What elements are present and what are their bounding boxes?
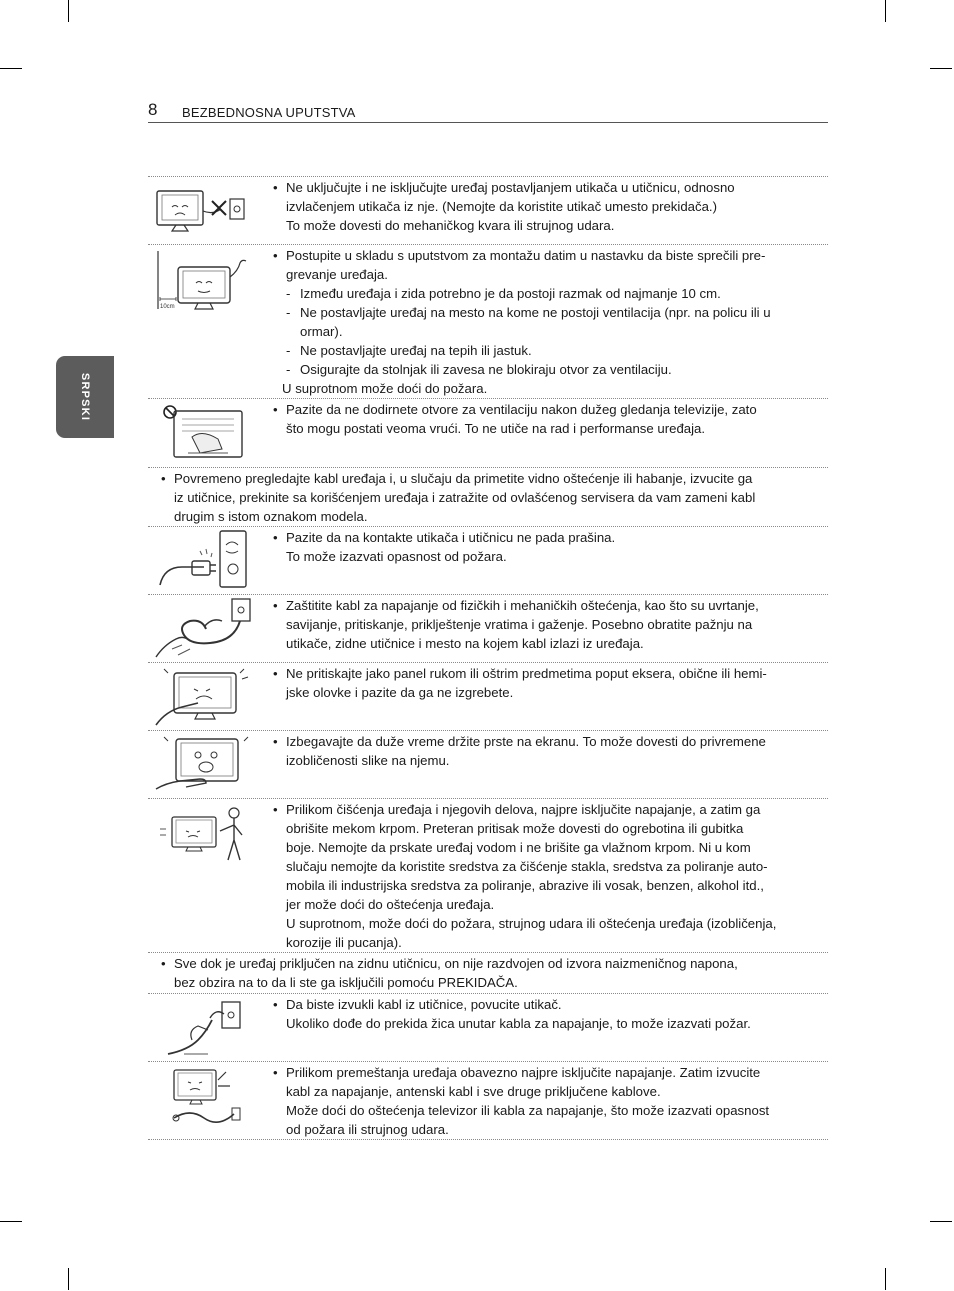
instruction-line: Ukoliko dođe do prekida žica unutar kabla za napajanje, to može izazvati požar. — [286, 1016, 751, 1031]
tv-plug-pull-prohibited-icon — [148, 179, 256, 241]
instruction-line: • Ne uključujte i ne isključujte uređaj postavljanjem utikača u utičnicu, odnosno — [273, 178, 811, 197]
instruction-line: • Prilikom čišćenja uređaja i njegovih delova, najpre isključite napajanje, a zatim ga — [273, 800, 811, 819]
language-side-tab — [56, 356, 114, 438]
instruction-line: U suprotnom, može doći do požara, strujnog udara ili oštećenja uređaja (izobličenja, — [286, 916, 777, 931]
sub-instruction-line: - Ne postavljajte uređaj na tepih ili jastuk. — [273, 341, 811, 360]
crop-mark — [885, 1268, 886, 1290]
list-item — [148, 467, 828, 526]
tv-vent-no-touch-icon — [148, 401, 256, 463]
instruction-line: • Pazite da na kontakte utikača i utičnicu ne pada prašina. — [273, 528, 811, 547]
list-item — [148, 730, 828, 798]
list-item — [148, 526, 828, 594]
list-item — [148, 244, 828, 398]
sub-instruction-line: - Osigurajte da stolnjak ili zavesa ne blokiraju otvor za ventilaciju. — [273, 360, 811, 379]
list-item — [148, 952, 828, 993]
instruction-line: obrišite mekom krpom. Preteran pritisak može dovesti do ogrebotina ili gubitka — [286, 821, 744, 836]
instruction-line: izobličenosti slike na njemu. — [286, 753, 450, 768]
unplug-hold-plug-icon — [148, 996, 256, 1060]
crop-mark — [68, 0, 69, 22]
instruction-line: drugim s istom oznakom modela. — [174, 509, 368, 524]
list-item — [148, 798, 828, 952]
list-item — [148, 176, 828, 244]
instruction-line: boje. Nemojte da prskate uređaj vodom i ne brišite ga vlažnom krpom. Ni u kom — [286, 840, 751, 855]
instruction-line: iz utičnice, prekinite sa korišćenjem uređaja i zatražite od ovlašćenog servisera da vam zameni kabl — [174, 490, 756, 505]
crop-mark — [0, 1221, 22, 1222]
instruction-line: Može doći do oštećenja televizor ili kabla za napajanje, što može izazvati opasnost — [286, 1103, 770, 1118]
instruction-line: • Povremeno pregledajte kabl uređaja i, u slučaju da primetite vidno oštećenje ili habanje, izvucite ga — [161, 469, 811, 488]
tv-wall-distance-icon — [148, 247, 256, 315]
instruction-line: izvlačenjem utikača iz nje. (Nemojte da koristite utikač umesto prekidača.) — [286, 199, 717, 214]
instruction-line: • Pazite da ne dodirnete otvore za ventilaciju nakon dužeg gledanja televizije, zato — [273, 400, 811, 419]
crop-mark — [68, 1268, 69, 1290]
power-cord-damage-icon — [148, 597, 256, 661]
list-item — [148, 1061, 828, 1140]
tv-finger-press-icon — [148, 733, 256, 797]
instruction-line: • Izbegavajte da duže vreme držite prste na ekranu. To može dovesti do privremene — [273, 732, 811, 751]
plug-dust-icon — [148, 529, 256, 591]
list-item — [148, 662, 828, 730]
tv-sharp-object-icon — [148, 665, 256, 729]
instruction-line: utikače, zidne utičnice i mesto na kojem kabl izlazi iz uređaja. — [286, 636, 644, 651]
language-label: SRPSKI — [79, 372, 91, 422]
list-item — [148, 594, 828, 662]
page-header — [148, 100, 828, 123]
instruction-line: jer može doći do oštećenja uređaja. — [286, 897, 495, 912]
sub-instruction-line: - Ne postavljajte uređaj na mesto na kome ne postoji ventilacija (npr. na policu ili u — [273, 303, 811, 322]
instruction-line: • Prilikom premeštanja uređaja obavezno najpre isključite napajanje. Zatim izvucite — [273, 1063, 811, 1082]
instruction-line: grevanje uređaja. — [286, 267, 388, 282]
instruction-line: slučaju nemojte da koristite sredstva za čišćenje stakla, sredstva za poliranje auto- — [286, 859, 768, 874]
distance-label: 10cm — [160, 304, 175, 310]
instruction-line: To može izazvati opasnost od požara. — [286, 549, 507, 564]
instruction-line: korozije ili pucanja). — [286, 935, 402, 950]
instruction-footer: U suprotnom može doći do požara. — [282, 381, 488, 396]
instruction-line: kabl za napajanje, antenski kabl i sve druge priključene kablove. — [286, 1084, 661, 1099]
crop-mark — [0, 68, 22, 69]
list-item — [148, 398, 828, 467]
instruction-line: savijanje, pritiskanje, priklještenje vratima i gaženje. Posebno obratite pažnju na — [286, 617, 753, 632]
list-item — [148, 993, 828, 1061]
page-number: 8 — [148, 100, 158, 119]
instruction-line: od požara ili strujnog udara. — [286, 1122, 449, 1137]
instruction-line: • Ne pritiskajte jako panel rukom ili oštrim predmetima poput eksera, obične ili hemi- — [273, 664, 811, 683]
crop-mark — [930, 1221, 952, 1222]
instruction-line: bez obzira na to da li ste ga isključili pomoću PREKIDAČA. — [174, 975, 518, 990]
instruction-line: mobila ili industrijska sredstva za poliranje, abrazive ili vosak, benzen, alkohol itd., — [286, 878, 764, 893]
sub-instruction-line: ormar). — [300, 324, 343, 339]
tv-moving-cables-icon — [148, 1064, 256, 1128]
crop-mark — [885, 0, 886, 22]
instruction-line: To može dovesti do mehaničkog kvara ili strujnog udara. — [286, 218, 615, 233]
crop-mark — [930, 68, 952, 69]
instruction-line: • Zaštitite kabl za napajanje od fizičkih i mehaničkih oštećenja, kao što su uvrtanje, — [273, 596, 811, 615]
instruction-line: • Sve dok je uređaj priključen na zidnu utičnicu, on nije razdvojen od izvora naizmeničnog napona, — [161, 954, 811, 973]
instruction-line: • Da biste izvukli kabl iz utičnice, povucite utikač. — [273, 995, 811, 1014]
instruction-line: jske olovke i pazite da ga ne izgrebete. — [286, 685, 514, 700]
section-title: BEZBEDNOSNA UPUTSTVA — [182, 105, 356, 120]
sub-instruction-line: - Između uređaja i zida potrebno je da postoji razmak od najmanje 10 cm. — [273, 284, 811, 303]
instruction-line: • Postupite u skladu s uputstvom za montažu datim u nastavku da biste sprečili pre- — [273, 246, 811, 265]
tv-cleaning-icon — [148, 801, 256, 865]
instruction-line: što mogu postati veoma vrući. To ne utiče na rad i performanse uređaja. — [286, 421, 706, 436]
